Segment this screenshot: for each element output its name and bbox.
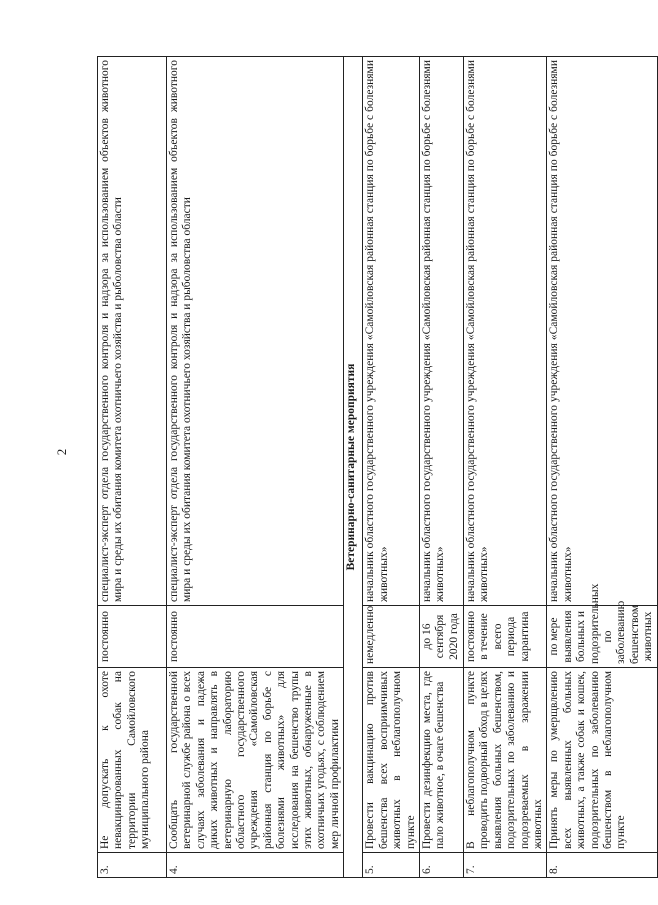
section-header-row bbox=[344, 57, 363, 878]
table-row bbox=[363, 57, 420, 878]
table-row bbox=[98, 57, 167, 878]
row-action: В неблагополучном пункте проводить подворный обход в целях выявления больных бешенством, подозрительных по заболеванию и подозреваемых в заражении животных bbox=[463, 668, 546, 853]
row-number: 7. bbox=[463, 853, 546, 878]
row-term: до 16 сентября 2020 года bbox=[419, 606, 463, 668]
row-term: постоянно bbox=[98, 606, 167, 668]
row-number: 3. bbox=[98, 853, 167, 878]
row-responsible: начальник областного государственного учреждения «Самойловская районная станция по борьбе с болезнями животных» bbox=[547, 57, 657, 606]
row-responsible: начальник областного государственного учреждения «Самойловская районная станция по борьбе с болезнями животных» bbox=[463, 57, 546, 606]
row-action: Сообщать государственной ветеринарной службе района о всех случаях заболевания и падежа диких животных и направлять в ветеринарную лабораторию областного государственного учреждения «Самойловская районная станция по борьбе с болезнями животных» для исследования на бешенство трупы этих животных, обнаруженные в охотничьих угодьях, с соблюдением мер личной профилактики bbox=[167, 668, 344, 853]
row-number: 5. bbox=[363, 853, 420, 878]
row-responsible: начальник областного государственного учреждения «Самойловская районная станция по борьбе с болезнями животных» bbox=[419, 57, 463, 606]
row-responsible: начальник областного государственного учреждения «Самойловская районная станция по борьбе с болезнями животных» bbox=[363, 57, 420, 606]
row-number: 4. bbox=[167, 853, 344, 878]
row-term: по мере выявления больных и подозрительных по заболеванию бешенством животных bbox=[547, 606, 657, 668]
table-row bbox=[547, 57, 657, 878]
section-title: Ветеринарно-санитарные мероприятия bbox=[344, 57, 363, 878]
measures-table-rotated bbox=[97, 56, 655, 878]
row-action: Провести вакцинацию против бешенства всех восприимчивых животных в неблагополучном пункте bbox=[363, 668, 420, 853]
table-row bbox=[167, 57, 344, 878]
table-row bbox=[419, 57, 463, 878]
row-action: Провести дезинфекцию места, где пало животное, в очаге бешенства bbox=[419, 668, 463, 853]
row-term: постоянно в течение всего периода карантина bbox=[463, 606, 546, 668]
row-number: 6. bbox=[419, 853, 463, 878]
row-term: немедленно bbox=[363, 606, 420, 668]
row-action: Принять меры по умерщвлению всех выявленных больных животных, а также собак и кошек, подозрительных по заболеванию бешенством в неблагополучном пункте bbox=[547, 668, 657, 853]
row-action: Не допускать к охоте невакцинированных собак на территории Самойловского муниципального района bbox=[98, 668, 167, 853]
row-number: 8. bbox=[547, 853, 657, 878]
measures-table bbox=[97, 56, 658, 878]
page-number: 2 bbox=[54, 448, 69, 456]
row-responsible: специалист-эксперт отдела государственного контроля и надзора за использованием объектов животного мира и среды их обитания комитета охотничьего хозяйства и рыболовства области bbox=[167, 57, 344, 606]
row-term: постоянно bbox=[167, 606, 344, 668]
table-row bbox=[463, 57, 546, 878]
row-responsible: специалист-эксперт отдела государственного контроля и надзора за использованием объектов животного мира и среды их обитания комитета охотничьего хозяйства и рыболовства области bbox=[98, 57, 167, 606]
